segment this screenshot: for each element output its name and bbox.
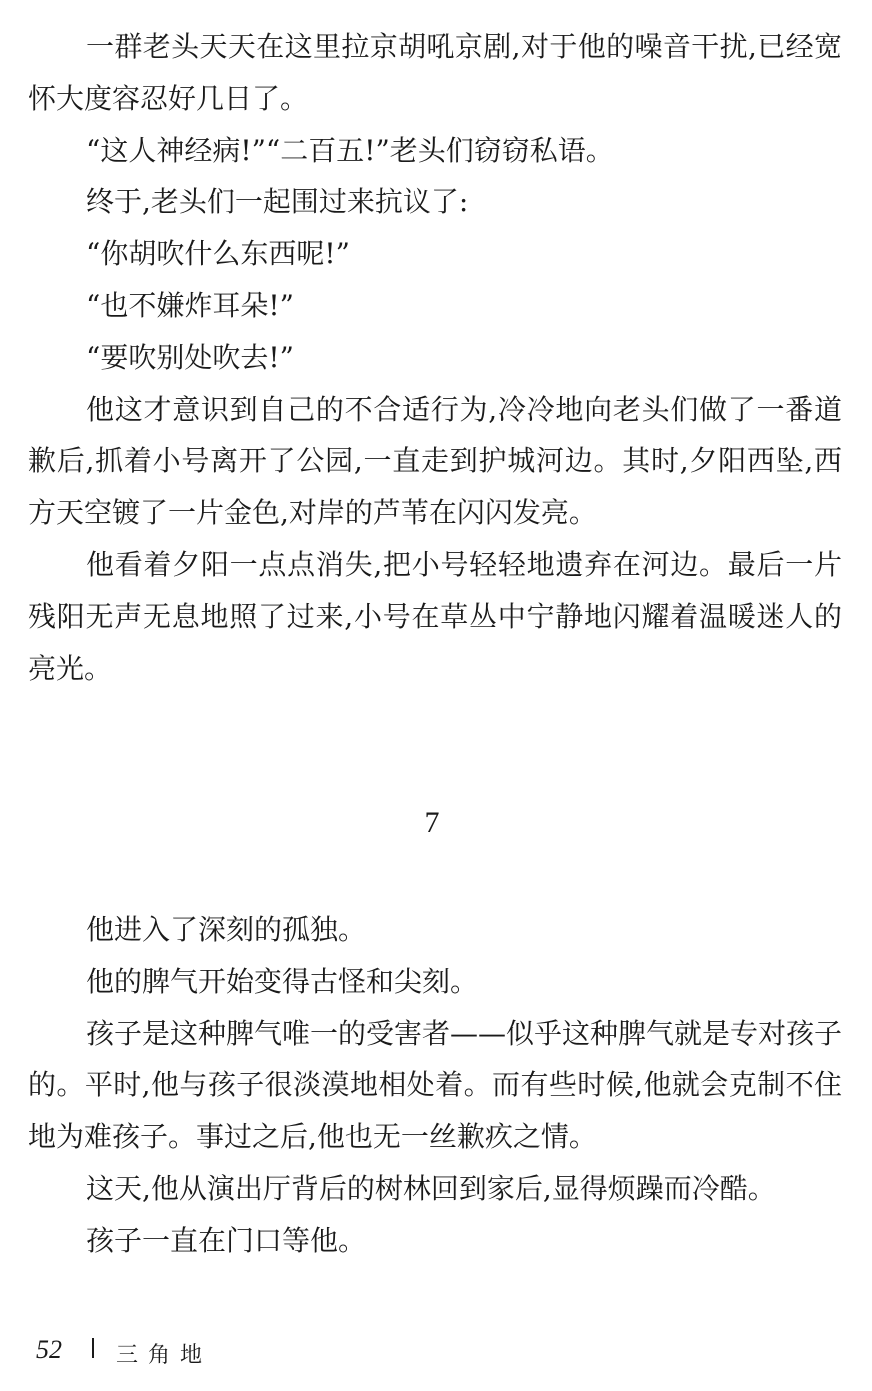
paragraph: 这天,他从演出厅背后的树林回到家后,显得烦躁而冷酷。 (86, 1171, 776, 1205)
page-footer (36, 1330, 212, 1370)
paragraph: 孩子一直在门口等他。 (86, 1223, 367, 1257)
paragraph: 终于,老头们一起围过来抗议了: (86, 185, 469, 219)
section-number: 7 (424, 806, 440, 839)
paragraph: 他这才意识到自己的不合适行为,冷冷地向老头们做了一番道歉后,抓着小号离开了公园,一直走到护城河边。其时,夕阳西坠,西方天空镀了一片金色,对岸的芦苇在闪闪发亮。 (28, 392, 842, 530)
footer-divider (92, 1338, 94, 1358)
paragraph: 他看着夕阳一点点消失,把小号轻轻地遗弃在河边。最后一片残阳无声无息地照了过来,小号在草丛中宁静地闪耀着温暖迷人的亮光。 (28, 547, 842, 685)
text-block-lower (28, 904, 842, 1267)
page-number: 52 (36, 1335, 62, 1364)
paragraph: 一群老头天天在这里拉京胡吼京剧,对于他的噪音干扰,已经宽怀大度容忍好几日了。 (28, 30, 842, 115)
paragraph: “也不嫌炸耳朵!” (86, 288, 294, 322)
paragraph: “要吹别处吹去!” (86, 340, 294, 374)
paragraph: 他的脾气开始变得古怪和尖刻。 (86, 964, 479, 998)
paragraph: “你胡吹什么东西呢!” (86, 237, 350, 271)
paragraph: 孩子是这种脾气唯一的受害者——似乎这种脾气就是专对孩子的。平时,他与孩子很淡漠地相处着。而有些时候,他就会克制不住地为难孩子。事过之后,他也无一丝歉疚之情。 (28, 1016, 843, 1154)
text-block-upper (28, 21, 842, 694)
paragraph: 他进入了深刻的孤独。 (86, 913, 367, 946)
book-title: 三角地 (116, 1342, 213, 1368)
paragraph: “这人神经病!”“二百五!”老头们窃窃私语。 (86, 133, 614, 167)
